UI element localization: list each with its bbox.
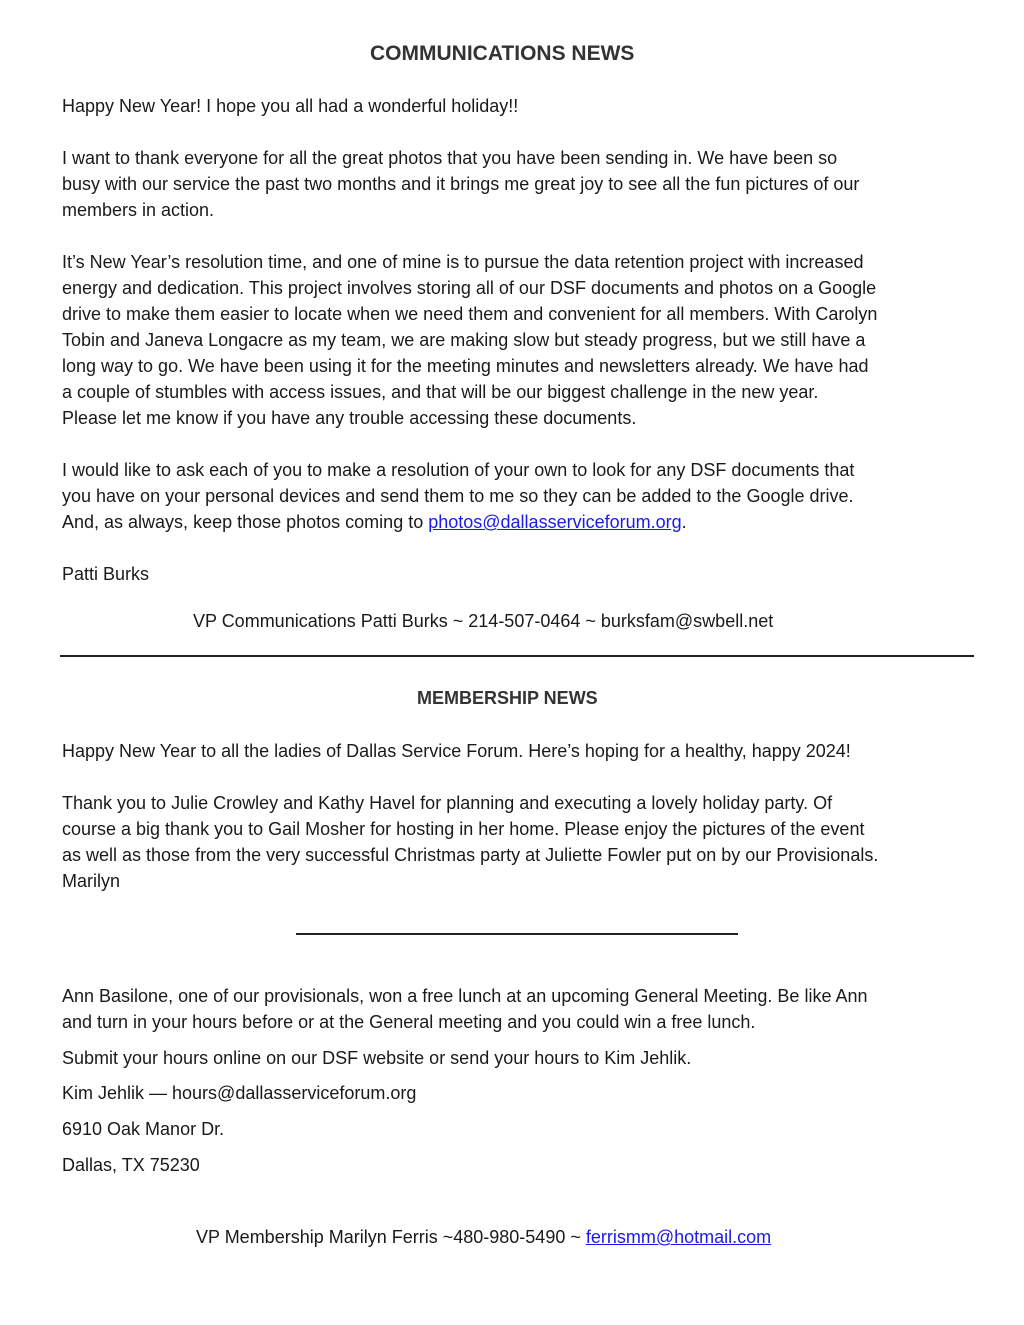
text-line: and turn in your hours before or at the General meeting and you could win a free lunch. — [62, 1012, 756, 1032]
membership-kim-contact: Kim Jehlik — hours@dallasserviceforum.org — [62, 1083, 417, 1103]
membership-greeting: Happy New Year to all the ladies of Dallas Service Forum. Here’s hoping for a healthy, happy 2024! — [62, 741, 851, 761]
text-line: energy and dedication. This project involves storing all of our DSF documents and photos on a Google — [62, 278, 877, 298]
text-line: Marilyn — [62, 871, 121, 891]
membership-contact-line: VP Membership Marilyn Ferris ~480-980-5490 ~ ferrismm@hotmail.com — [196, 1227, 772, 1247]
communications-signature: Patti Burks — [62, 564, 150, 584]
communications-greeting: Happy New Year! I hope you all had a wonderful holiday!! — [62, 96, 519, 116]
membership-address-line-1: 6910 Oak Manor Dr. — [62, 1119, 225, 1139]
text-line: I want to thank everyone for all the great photos that you have been sending in. We have been so — [62, 148, 838, 168]
text-line: long way to go. We have been using it for the meeting minutes and newsletters already. We have had — [62, 356, 869, 376]
communications-paragraph-resolution — [62, 249, 982, 431]
text-line: busy with our service the past two months and it brings me great joy to see all the fun pictures of our — [62, 174, 860, 194]
text-line: Thank you to Julie Crowley and Kathy Havel for planning and executing a lovely holiday party. Of — [62, 793, 833, 813]
communications-contact-line: VP Communications Patti Burks ~ 214-507-0464 ~ burksfam@swbell.net — [193, 611, 774, 631]
membership-submit-line: Submit your hours online on our DSF website or send your hours to Kim Jehlik. — [62, 1048, 692, 1068]
text-line: I would like to ask each of you to make a resolution of your own to look for any DSF documents that — [62, 460, 855, 480]
communications-paragraph-documents — [62, 457, 982, 535]
short-divider — [296, 933, 738, 935]
text-line: as well as those from the very successful Christmas party at Juliette Fowler put on by our Provisionals. — [62, 845, 879, 865]
text-line: a couple of stumbles with access issues, and that will be our biggest challenge in the new year. — [62, 382, 819, 402]
photos-email-link[interactable]: photos@dallasserviceforum.org — [428, 512, 682, 532]
text-line: you have on your personal devices and send them to me so they can be added to the Google drive. — [62, 486, 854, 506]
text-line-with-link: And, as always, keep those photos coming to photos@dallasserviceforum.org. — [62, 512, 687, 532]
text-line: course a big thank you to Gail Mosher for hosting in her home. Please enjoy the pictures of the event — [62, 819, 865, 839]
membership-paragraph-party — [62, 790, 982, 894]
membership-address-line-2: Dallas, TX 75230 — [62, 1155, 200, 1175]
section-divider — [60, 655, 974, 657]
text-line: Please let me know if you have any trouble accessing these documents. — [62, 408, 637, 428]
text-line: It’s New Year’s resolution time, and one of mine is to pursue the data retention project with increased — [62, 252, 864, 272]
text-line: members in action. — [62, 200, 215, 220]
text-line: Ann Basilone, one of our provisionals, won a free lunch at an upcoming General Meeting. Be like Ann — [62, 986, 868, 1006]
membership-paragraph-hours — [62, 983, 982, 1035]
membership-news-title: MEMBERSHIP NEWS — [417, 688, 598, 708]
ferris-email-link[interactable]: ferrismm@hotmail.com — [585, 1227, 772, 1247]
communications-news-title: COMMUNICATIONS NEWS — [370, 42, 635, 65]
text-line: drive to make them easier to locate when we need them and convenient for all members. With Carolyn — [62, 304, 878, 324]
text-line: Tobin and Janeva Longacre as my team, we are making slow but steady progress, but we still have a — [62, 330, 866, 350]
communications-paragraph-photos — [62, 145, 982, 223]
